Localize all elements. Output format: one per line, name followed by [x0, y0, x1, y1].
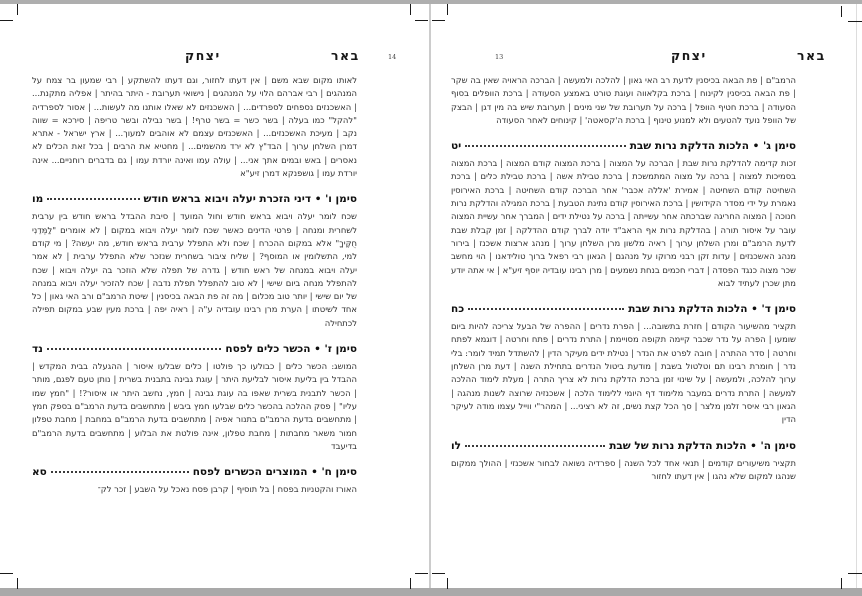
toc-continued-entries: הרמב"ם | פת הבאה בכיסנין לדעת רב האי גאון | להלכה ולמעשה | הברכה הראויה שאין בה שקר | פת הבאה בכיסנין לקינוח | ברכת בקלאווה ועוגת טורט באמצע הסעודה | ברכת הוופלים בסוף הסעודה | ברכת חטיף הוופל | ברכה על תערובת של שני מינים | תערובת שיש בה מין דגן | הבצק של הוופל נועד להטעים ולא למנוע טינוף | ברכת ה'קסאטה' | קינוחים לאחר הסעודה [451, 75, 796, 125]
section-page-ref: מו [32, 193, 44, 206]
toc-section-siman-7 [32, 343, 357, 453]
section-entries: זכות קדימה להדלקת נרות שבת | הברכה על המצוה | ברכת המצוה קודם המצוה | ברכת המצוה בסמיכות למצוה | ברכה על מצוה המתמשכת | ברכת טבילת אשה | ברכת טבילת כלים | ברכת השחיטה קודם השחיטה | אמירת 'אללה אכבר' אחר הברכה קודם השחיטה | ברכת האירוסין נאמרת על ידי מסדר הקידושין | ברכת האירוסין קודם נתינת הטבעת | ברכת המגילה והדלקת נרות חנוכה | המצוה החריגה שברכתה אחר עשייתה | ברכה על נטילת ידים | המברך אחר עשיית המצוה עובר על איסור תורה | בהדלקת נרות אף הראב"ד יודה לברך קודם ההדלקה | זמן קבלת שבת לדעת הרמב"ם ומרן השלחן ערוך | ראיה מלשון מרן השלחן ערוך | מנהג ארצות אשכנז | בירור מנהג האשכנזים | עדות זקן רבני מרוקו על מנהגם | הגאון רבי רפאל ברוך טולידאנו | הוי מחשב שכר מצוה כנגד הפסדה | דברי חכמים בנחת נשמעים | מרן רבינו עובדיה יוסף זיע"א | אי אתה יודע מתן שכרן לעתיד לבוא [451, 158, 796, 288]
running-head-title-yitzchak: יצחק [671, 48, 707, 63]
toc-continued-entries: לאותו מקום שבא משם | אין דעתו לחזור, וגם דעתו להשתקע | רבי שמעון בר צמח על המנהגים | רבי אברהם הלוי על המנהגים | נישואי תערובת - היתר בהיתר | אפליה מתקנת... | האשכנזים נספחים לספרדים... | האשכנזים לא שאלו אותנו מה לעשות... | אסור לספרדיה "להקל" כמו בעלה | בשר כשר = בשר טרף! | בשר נבילה ובשר טריפה | סירכא = שווה נקב | מעיכת האשכנזים... | האשכנזים עצמם לא אוהבים למעוך... | ארץ ישראל - אתרא דמרן השלחן ערוך | הבד"ץ לא ירד מהשמים... | מחטיא את הרבים | בכל זאת הכלים לא נאסרים | באש ובמים אתך אני... | עולה עמו ואינה יורדת עמו | גם בדברים רוחניים... אינה יורדת עמו | גושפנקא דמרן זיע"א [32, 75, 357, 179]
bottom-edge-band [0, 588, 862, 596]
section-page-ref: נד [32, 343, 43, 356]
crop-mark [841, 578, 842, 589]
crop-mark [17, 4, 18, 15]
toc-section-heading [32, 466, 357, 478]
dot-leader [465, 445, 605, 447]
dot-leader [47, 348, 221, 350]
section-title: סימן ח' • המוצרים הכשרים לפסח [192, 466, 357, 479]
section-title: סימן ג' • הלכות הדלקת נרות שבת [629, 140, 796, 153]
page-14-text-column [32, 74, 357, 496]
running-head-title-beer: באר [331, 48, 360, 63]
section-page-ref: סא [32, 466, 47, 479]
crop-mark [0, 573, 13, 574]
crop-mark [447, 4, 448, 15]
section-page-ref: יט [451, 140, 462, 153]
crop-mark [17, 578, 18, 589]
toc-section-heading [32, 193, 357, 205]
toc-section-heading [451, 440, 796, 452]
section-title: סימן ז' • הכשר כלים לפסח [225, 343, 357, 356]
dot-leader [465, 145, 625, 147]
section-title: סימן ה' • הלכות הדלקת נרות של שבת [609, 439, 796, 452]
toc-section-heading [32, 343, 357, 355]
running-head-title-beer: באר [797, 48, 826, 63]
crop-mark [848, 21, 862, 22]
crop-mark [432, 20, 445, 21]
page-14 [4, 4, 428, 588]
section-title: סימן ד' • הלכות הדלקת נרות שבת [628, 303, 796, 316]
toc-section-siman-3 [451, 140, 796, 290]
dot-leader [51, 471, 189, 473]
section-entries: האורז והקטניות בפסח | בל תוסיף | קרבן פסח נאכל על השבע | זכר לק־ [97, 484, 357, 495]
crop-mark [415, 20, 428, 21]
crop-mark [410, 578, 411, 589]
section-page-ref: כח [451, 303, 465, 316]
page-13-text-column [451, 74, 796, 483]
section-entries: שכח לומר יעלה ויבוא בראש חודש וחול המועד | סיבת ההבדל בראש חודש בין ערבית לשחרית ומנחה | פרטי הדינים כאשר שכח לומר יעלה ויבוא במקום | לא אומרים "לַמְּדֵנִי חֻקֶּיךָ" אלא במקום ההכרח | שכח ולא התפלל ערבית בראש חודש, מה יעשה? | מי קודם למי, התשלומין או המוסף? | שליח ציבור בשחרית שנזכר שלא התפלל ערבית | לא אמר יעלה ויבוא במנחה של ראש חודש | גדרה של תפלה שלא הוזכר בה יעלה ויבוא | שכח להתפלל מנחה ביום שישי | לא טוב להתפלל תפלת נדבה | שכח להזכיר יעלה ויבוא במנחה של יום שישי | יותר טוב מכלום | מה זה פת הבאה בכיסנין | שיטת הרמב"ם ורב האי גאון | כל אחד לשיטתו | הערת מרן רבינו עובדיה ע"ה | ראיה יפה | ברכת מעין שבע במקום תפילה לכתחילה [32, 211, 357, 328]
page-13-running-head [440, 4, 856, 62]
crop-mark [410, 4, 411, 15]
top-edge-band [0, 0, 862, 4]
toc-section-heading [451, 140, 796, 152]
crop-mark [848, 573, 862, 574]
section-entries: המושג: הכשר כלים | כבולעו כך פולטו | כלים שבלעו איסור | ההגעלה בבית המקדש | ההבדל בין בליעת איסור לבליעת היתר | עוגת גבינה בתבנית בשרית | נותן טעם לפגם, מותר | הכשר לתבנית בשרית שאפו בה עוגת גבינה | חמץ, נחשב היתר או איסור?! | "חמץ שמו עליו" | פסק ההלכה בהכשר כלים שבלעו חמץ ביבש | מתחשבים בדעת הרמב"ם בספק חמץ | מתחשבים בדעת הרמב"ם בתנור אפיה | מתחשבים בדעת הרמב"ם במחבת | מחבת טפלון חמור משאר מחבתות | מחבת טפלון, אינה פולטת את הבלוע | מתחשבים בדעת הרמב"ם בדיעבד [32, 361, 357, 451]
crop-mark [447, 578, 448, 589]
dot-leader [468, 308, 624, 310]
crop-mark [415, 573, 428, 574]
page-13 [440, 4, 856, 588]
toc-section-siman-6 [32, 193, 357, 330]
section-entries: תקציר מהשיעור הקודם | חזרת בתשובה... | הפרת נדרים | ההפרה של הבעל צריכה להיות ביום שומעו | הפרה על נדר שכבר קיימה תקופה מסויימת | התרת נדרים | פתח וחרטה | דוגמא לפתח וחרטה | סדר ההתרה | חובה לפרט את הנדר | נטילת ידים מעיקר הדין | להשתדל תמיד לומר: בלי נדר | חומרת רבינו תם וטלטול בשבת | מודעת ביטול הנדרים בתחילת השנה | דעת מרן השלחן ערוך להלכה, ולמעשה | על שינוי זמן ברכת הדלקת נרות לא צריך התרה | מעלת לימוד ההלכה למעשה | התרת נדרים במעבר מלימוד דף היומי ללימוד הלכה | אשכנזיה שרוצה לשנות מנהגה | הגאון רבי איסר זלמן מלצר | סך הכל קצת נשים, זה לא רציני... | המהר"י ווייל עצמו מודה לעיקר הדין [451, 321, 796, 425]
toc-section-siman-5 [451, 440, 796, 484]
page-14-running-head [4, 4, 428, 62]
section-title: סימן ו' • דיני הזכרת יעלה ויבוא בראש חודש [143, 193, 357, 206]
page-number: 13 [495, 53, 504, 61]
toc-section-heading [451, 303, 796, 315]
dot-leader [47, 198, 139, 200]
crop-mark [841, 6, 842, 17]
running-head-title-yitzchak: יצחק [185, 48, 221, 63]
section-entries: תקציר משיעורים קודמים | תנאי אחד לכל השנה | ספרדיה נשואה לבחור אשכנזי | ההולך ממקום שנהגו למקום שלא נהגו | אין דעתו לחזור [451, 457, 796, 481]
crop-mark [0, 20, 13, 21]
toc-section-siman-8 [32, 466, 357, 496]
crop-mark [432, 573, 445, 574]
page-number: 14 [388, 53, 397, 61]
toc-section-siman-4 [451, 303, 796, 426]
spine-divider [429, 4, 431, 588]
section-page-ref: לו [451, 439, 461, 452]
right-page-edge [856, 4, 857, 588]
